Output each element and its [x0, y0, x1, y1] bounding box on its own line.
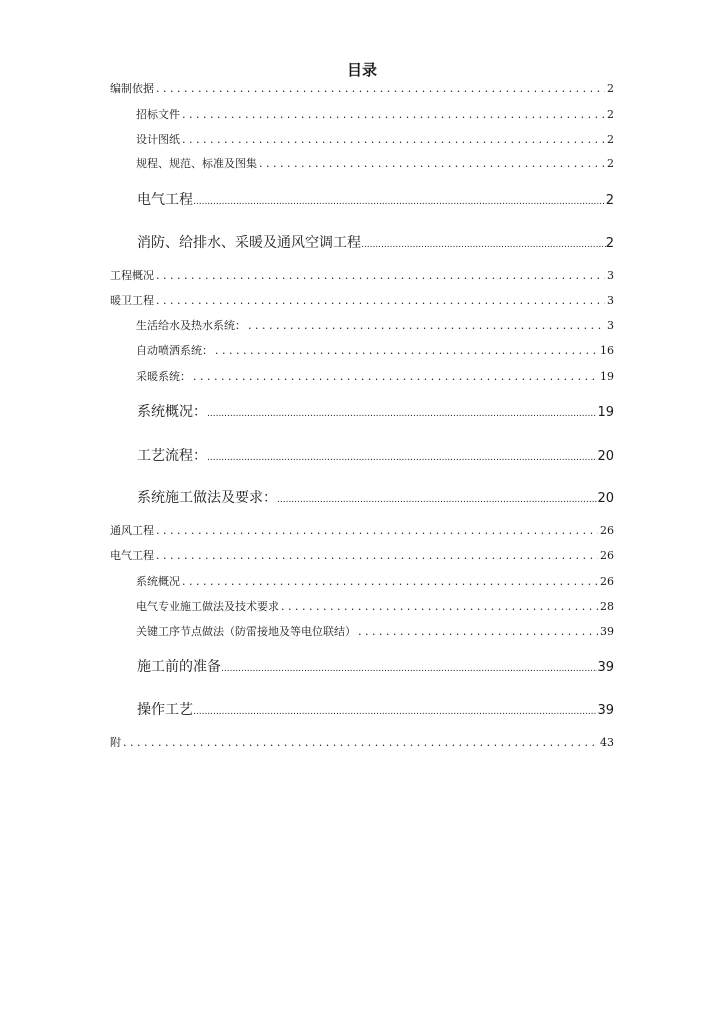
toc-entry-page: 20 [597, 449, 614, 464]
toc-entry-page: 19 [597, 405, 614, 420]
toc-entry-label: 附 [110, 736, 121, 749]
toc-leader-dots [156, 269, 605, 283]
toc-leader-dots [193, 701, 597, 721]
toc-entry[interactable] [110, 549, 614, 563]
toc-entry-page: 2 [607, 108, 614, 121]
toc-entry[interactable] [136, 625, 614, 639]
toc-entry-label: 生活给水及热水系统： [136, 319, 246, 332]
toc-entry-label: 采暖系统： [136, 370, 191, 383]
toc-entry[interactable] [136, 600, 614, 614]
toc-entry-label: 消防、给排水、采暖及通风空调工程 [137, 235, 361, 251]
toc-entry-label: 系统概况 [136, 575, 180, 588]
toc-entry[interactable] [136, 370, 614, 384]
toc-entry-label: 工程概况 [110, 269, 154, 282]
toc-entry-page: 3 [607, 294, 614, 307]
toc-leader-dots [156, 549, 598, 563]
toc-entry[interactable] [136, 575, 614, 589]
toc-leader-dots [193, 370, 598, 384]
toc-entry-label: 规程、规范、标准及图集 [136, 157, 257, 170]
toc-entry-page: 26 [600, 575, 614, 588]
toc-leader-dots [207, 447, 597, 467]
toc-entry[interactable] [137, 489, 614, 507]
toc-entry[interactable] [137, 658, 614, 676]
toc-leader-dots [259, 157, 605, 171]
toc-leader-dots [281, 600, 598, 614]
toc-entry-label: 系统概况： [137, 404, 207, 420]
toc-entry[interactable] [110, 269, 614, 283]
toc-entry[interactable] [136, 344, 614, 358]
toc-entry[interactable] [136, 157, 614, 171]
toc-entry[interactable] [137, 403, 614, 421]
toc-leader-dots [182, 108, 605, 122]
toc-entry-page: 26 [600, 549, 614, 562]
toc-entry-page: 39 [600, 625, 614, 638]
toc-entry-label: 暖卫工程 [110, 294, 154, 307]
toc-entry-page: 2 [607, 133, 614, 146]
toc-entry[interactable] [137, 701, 614, 719]
toc-title: 目录 [346, 61, 377, 79]
toc-entry[interactable] [137, 234, 614, 252]
toc-leader-dots [156, 524, 598, 538]
toc-entry-label: 关键工序节点做法（防雷接地及等电位联结） [136, 625, 356, 638]
toc-entry-page: 39 [597, 703, 614, 718]
toc-entry-label: 电气工程 [110, 549, 154, 562]
toc-entry-page: 43 [600, 736, 614, 749]
toc-entry-label: 施工前的准备 [137, 659, 221, 675]
toc-entry-page: 3 [607, 269, 614, 282]
toc-entry-page: 2 [607, 157, 614, 170]
toc-entry[interactable] [136, 319, 614, 333]
toc-entry-page: 2 [605, 193, 614, 208]
toc-entry-label: 编制依据 [110, 82, 154, 95]
toc-leader-dots [123, 736, 598, 750]
toc-entry-label: 电气工程 [137, 192, 193, 208]
toc-entry-page: 39 [597, 660, 614, 675]
toc-entry-label: 操作工艺 [137, 702, 193, 718]
toc-entry-page: 2 [607, 82, 614, 95]
toc-entry-page: 16 [600, 344, 614, 357]
toc-entry-label: 工艺流程： [137, 448, 207, 464]
toc-leader-dots [215, 344, 598, 358]
toc-entry[interactable] [136, 108, 614, 122]
toc-entry-page: 3 [607, 319, 614, 332]
toc-entry-label: 招标文件 [136, 108, 180, 121]
toc-entry-label: 自动喷洒系统： [136, 344, 213, 357]
toc-leader-dots [156, 294, 605, 308]
toc-entry[interactable] [110, 524, 614, 538]
toc-leader-dots [358, 625, 598, 639]
toc-leader-dots [193, 191, 606, 211]
toc-leader-dots [277, 489, 597, 509]
toc-leader-dots [221, 658, 597, 678]
toc-entry-label: 设计图纸 [136, 133, 180, 146]
toc-entry-page: 28 [600, 600, 614, 613]
toc-entry[interactable] [137, 191, 614, 209]
toc-entry-page: 19 [600, 370, 614, 383]
toc-entry[interactable] [110, 736, 614, 750]
toc-leader-dots [182, 575, 598, 589]
toc-entry-label: 通风工程 [110, 524, 154, 537]
toc-entry-page: 2 [605, 236, 614, 251]
toc-entry[interactable] [110, 82, 614, 96]
toc-leader-dots [207, 403, 597, 423]
toc-leader-dots [248, 319, 605, 333]
toc-entry-label: 电气专业施工做法及技术要求 [136, 600, 279, 613]
toc-leader-dots [156, 82, 605, 96]
toc-entry[interactable] [136, 133, 614, 147]
toc-entry-page: 26 [600, 524, 614, 537]
toc-entry-page: 20 [597, 491, 614, 506]
toc-leader-dots [361, 234, 606, 254]
toc-entry[interactable] [110, 294, 614, 308]
toc-entry-label: 系统施工做法及要求： [137, 490, 277, 506]
toc-leader-dots [182, 133, 605, 147]
toc-entry[interactable] [137, 447, 614, 465]
